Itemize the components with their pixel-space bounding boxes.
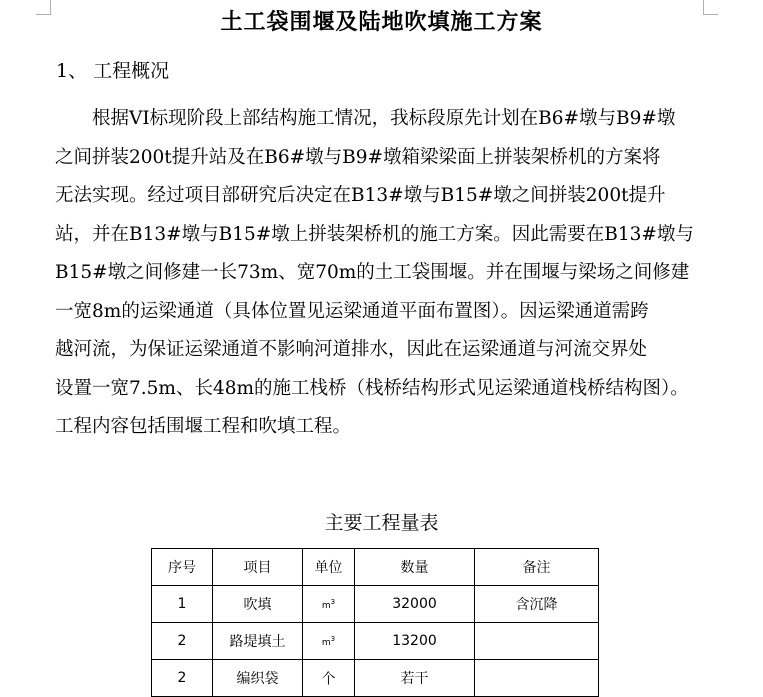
unit-base: m — [321, 601, 331, 611]
cell-remark — [475, 660, 599, 697]
cell-seq: 1 — [152, 586, 213, 623]
header-unit: 单位 — [303, 549, 355, 586]
paragraph-line: 之间拼装200t提升站及在B6#墩与B9#墩箱梁梁面上拼装架桥机的方案将 — [55, 146, 661, 168]
cell-unit — [303, 623, 355, 660]
paragraph-line: 站，并在B13#墩与B15#墩上拼装架桥机的施工方案。因此需要在B13#墩与 — [55, 223, 694, 245]
table-row — [152, 660, 599, 697]
unit-base: 个 — [321, 671, 336, 688]
cell-unit — [303, 660, 355, 697]
paragraph-line: 一宽8m的运梁通道（具体位置见运梁通道平面布置图）。因运梁通道需跨 — [55, 300, 649, 322]
overview-paragraph — [55, 100, 705, 447]
cell-quantity: 若干 — [355, 660, 475, 697]
cell-item: 编织袋 — [213, 660, 303, 697]
cell-item: 路堤填土 — [213, 623, 303, 660]
cell-item: 吹填 — [213, 586, 303, 623]
paragraph-line: 无法实现。经过项目部研究后决定在B13#墩与B15#墩之间拼装200t提升 — [55, 185, 666, 206]
paragraph-line: 工程内容包括围堰工程和吹填工程。 — [55, 416, 352, 437]
cell-remark: 含沉降 — [475, 586, 599, 623]
paragraph-line: 设置一宽7.5m、长48m的施工栈桥（栈桥结构形式见运梁通道栈桥结构图）。 — [55, 377, 689, 399]
paragraph-line: 根据VI标现阶段上部结构施工情况，我标段原先计划在B6#墩与B9#墩 — [92, 108, 676, 129]
paragraph-line: 越河流，为保证运梁通道不影响河道排水，因此在运梁通道与河流交界处 — [55, 339, 648, 360]
cell-seq: 2 — [152, 623, 213, 660]
table-row — [152, 586, 599, 623]
table-row — [152, 623, 599, 660]
unit-exponent: 3 — [330, 635, 336, 643]
cell-remark — [475, 623, 599, 660]
table-header-row — [152, 549, 599, 586]
header-seq: 序号 — [152, 549, 213, 586]
header-item: 项目 — [213, 549, 303, 586]
cell-unit — [303, 586, 355, 623]
header-quantity: 数量 — [355, 549, 475, 586]
document-title: 土工袋围堰及陆地吹填施工方案 — [220, 10, 543, 35]
unit-exponent: 3 — [330, 598, 336, 606]
table-caption: 主要工程量表 — [324, 512, 439, 534]
quantity-table — [151, 548, 599, 697]
cell-quantity: 13200 — [355, 623, 475, 660]
cell-quantity: 32000 — [355, 586, 475, 623]
paragraph-line: B15#墩之间修建一长73m、宽70m的土工袋围堰。并在围堰与梁场之间修建 — [55, 262, 690, 283]
section-heading: 1、 工程概况 — [56, 60, 170, 82]
cell-seq: 2 — [152, 660, 213, 697]
header-remark: 备注 — [475, 549, 599, 586]
unit-base: m — [321, 638, 331, 648]
